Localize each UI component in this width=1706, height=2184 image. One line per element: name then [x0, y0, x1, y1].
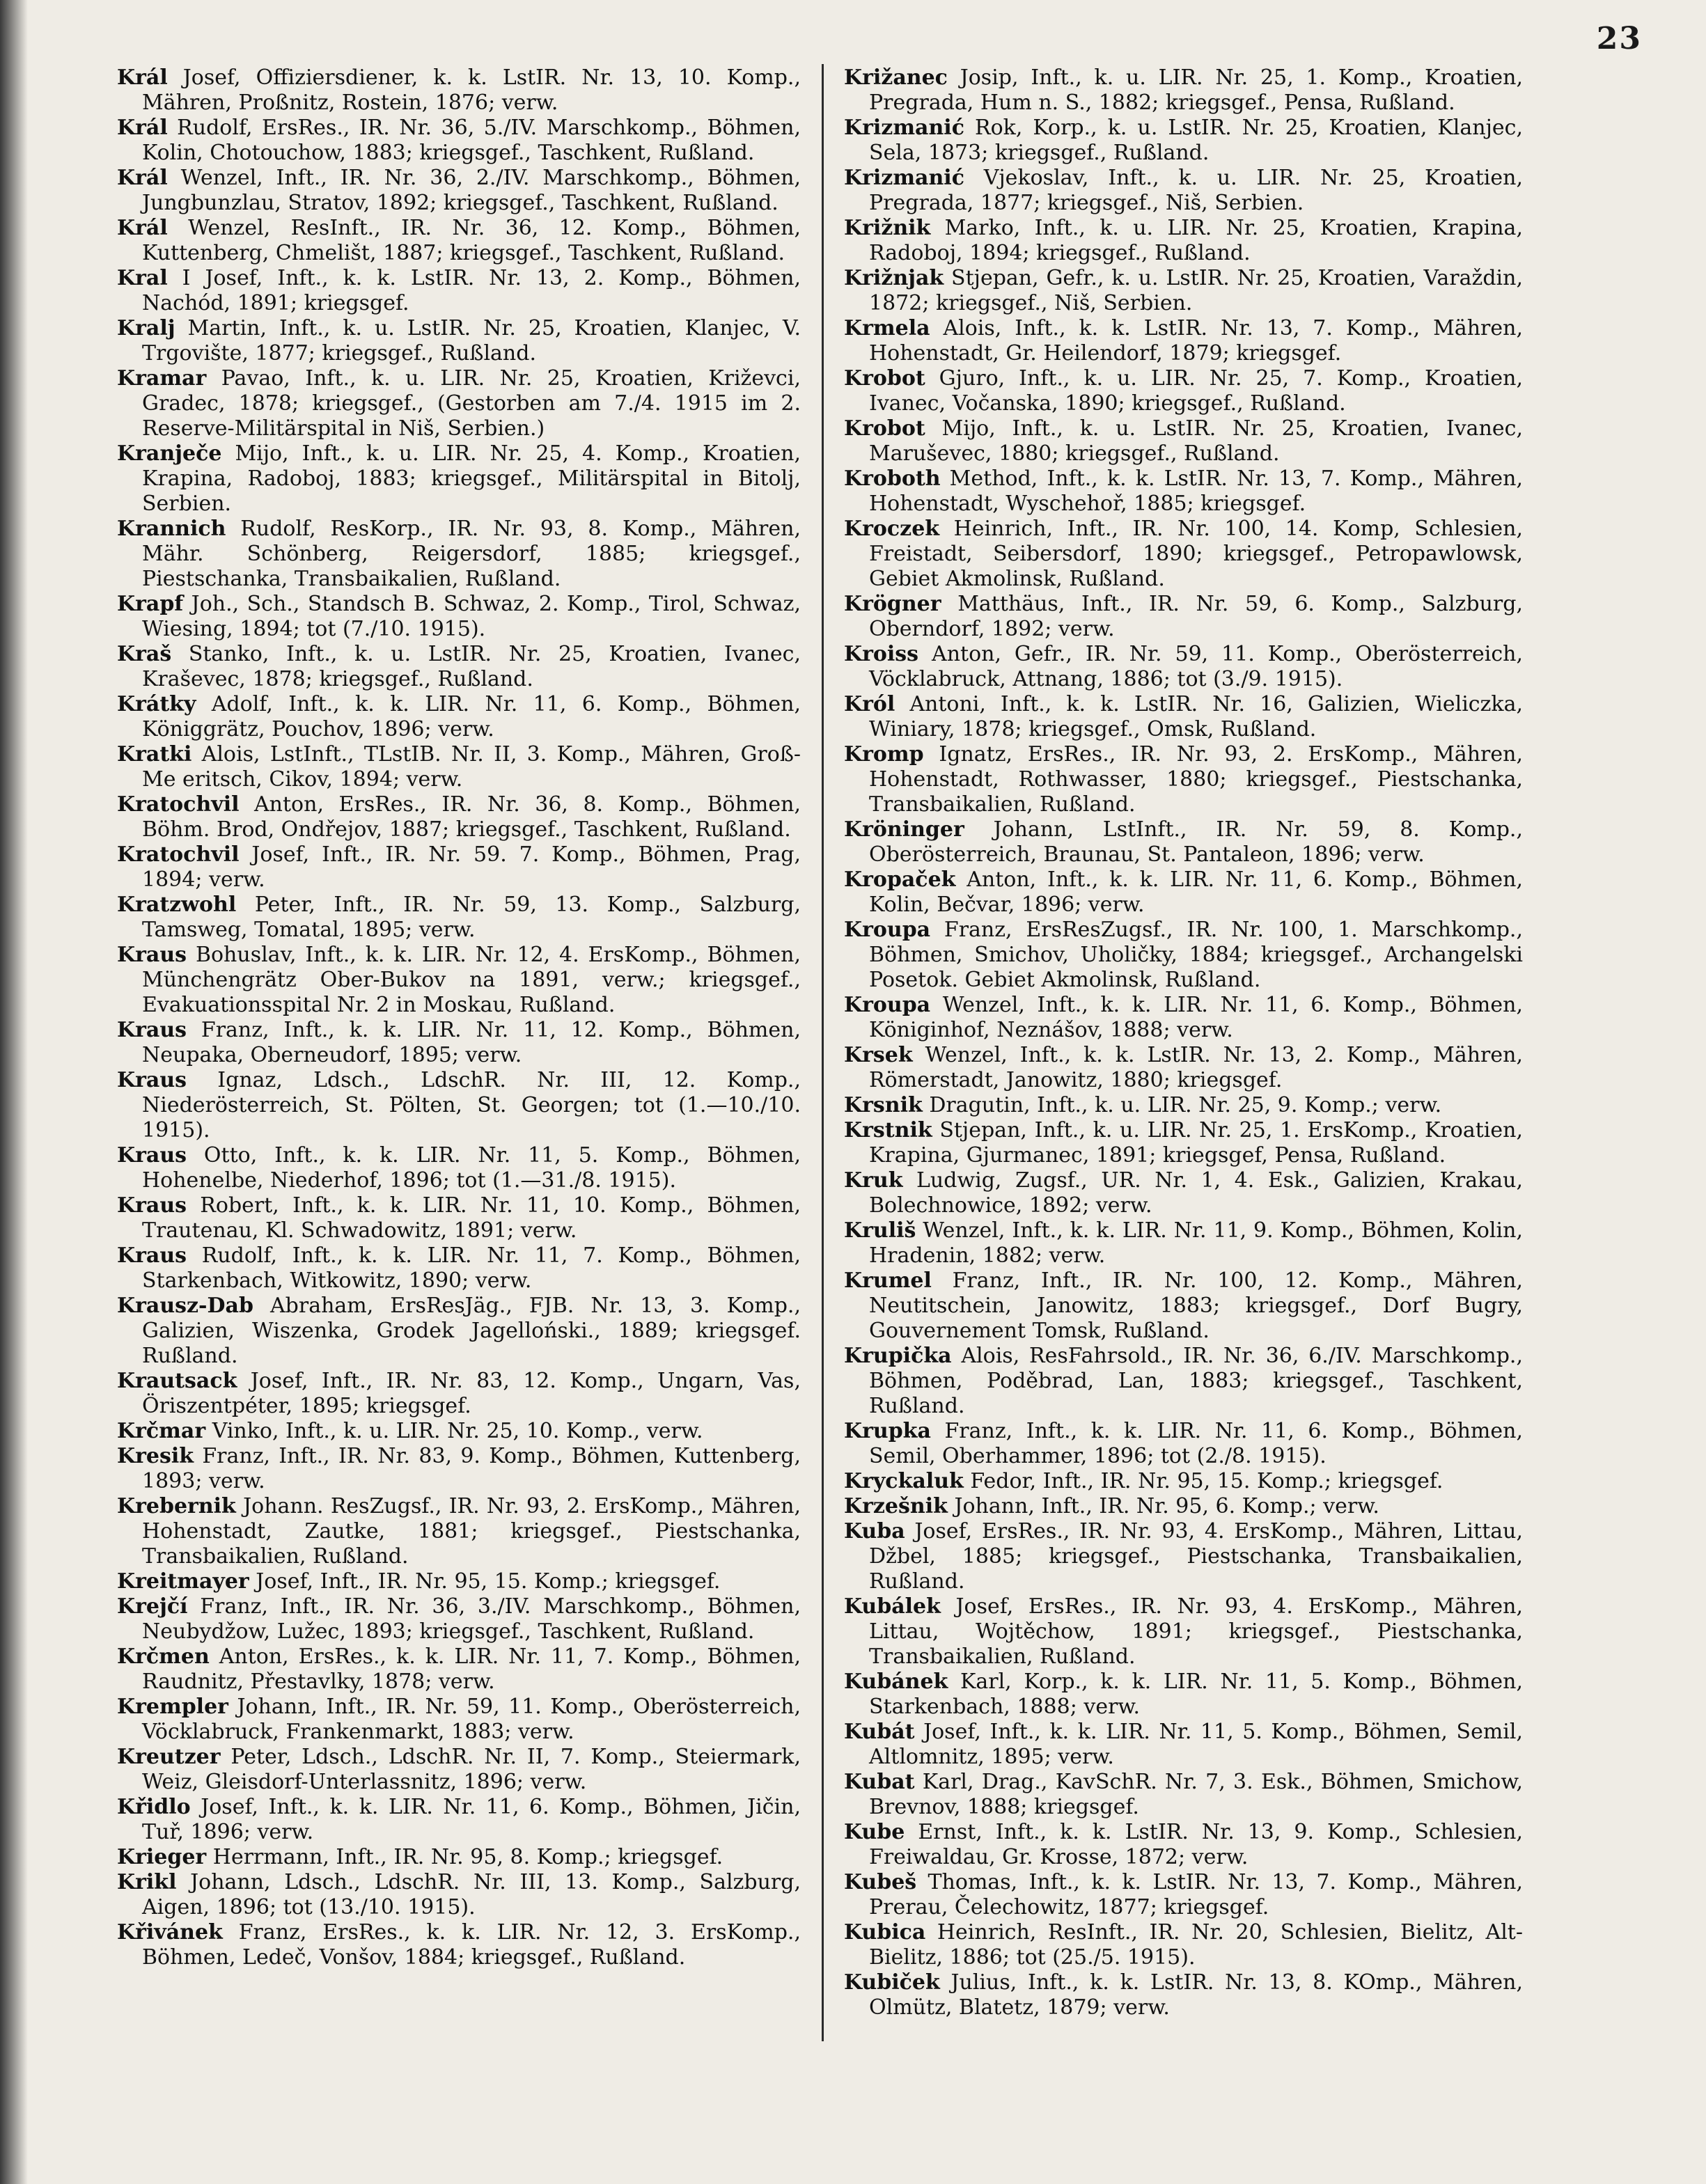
list-entry: [844, 1268, 1523, 1344]
entry-details: Ignatz, ErsRes., IR. Nr. 93, 2. ErsKomp., Mähren, Hohenstadt, Rothwasser, 1880; kriegsgef., Piestschanka, Transbaikalien, Rußland.: [869, 742, 1523, 817]
entry-surname: Krčmen: [117, 1644, 210, 1669]
entry-surname: Kreitmayer: [117, 1569, 249, 1594]
entry-surname: Krizmanić: [844, 166, 964, 190]
entry-surname: Kratochvil: [117, 842, 240, 867]
list-entry: [117, 1419, 801, 1444]
list-entry: [117, 792, 801, 842]
list-entry: [117, 842, 801, 893]
entry-details: Franz, Inft., k. k. LIR. Nr. 11, 6. Komp., Böhmen, Semil, Oberhammer, 1896; tot (2./8. 1915).: [869, 1419, 1523, 1468]
list-entry: [117, 1920, 801, 1970]
list-entry: [844, 1720, 1523, 1770]
entry-surname: Krempler: [117, 1695, 228, 1719]
entry-details: Vjekoslav, Inft., k. u. LIR. Nr. 25, Kroatien, Pregrada, 1877; kriegsgef., Niš, Serbien.: [869, 166, 1524, 215]
entry-details: Stanko, Inft., k. u. LstIR. Nr. 25, Kroatien, Ivanec, Kraševec, 1878; kriegsgef., Rußland.: [142, 642, 801, 691]
list-entry: [844, 1469, 1523, 1494]
entry-surname: Kreutzer: [117, 1745, 221, 1769]
entry-surname: Krmela: [844, 316, 930, 340]
entry-surname: Krebernik: [117, 1494, 236, 1518]
entry-details: Rudolf, ErsRes., IR. Nr. 36, 5./IV. Marschkomp., Böhmen, Kolin, Chotouchow, 1883; kriegsgef., Taschkent, Rußland.: [142, 116, 801, 165]
entry-surname: Kruk: [844, 1168, 903, 1193]
entry-surname: Krsnik: [844, 1093, 923, 1117]
entry-surname: Kroupa: [844, 993, 931, 1017]
entry-details: Rudolf, Inft., k. k. LIR. Nr. 11, 7. Komp., Böhmen, Starkenbach, Witkowitz, 1890; verw.: [142, 1243, 801, 1293]
entry-details: I Josef, Inft., k. k. LstIR. Nr. 13, 2. Komp., Böhmen, Nachód, 1891; kriegsgef.: [142, 266, 801, 315]
entry-details: Anton, Gefr., IR. Nr. 59, 11. Komp., Oberösterreich, Vöcklabruck, Attnang, 1886; tot (3./9. 1915).: [869, 642, 1523, 691]
entry-surname: Krčmar: [117, 1419, 206, 1443]
list-entry: [117, 943, 801, 1018]
list-entry: [117, 1845, 801, 1870]
entry-details: Johann, LstInft., IR. Nr. 59, 8. Komp., Oberösterreich, Braunau, St. Pantaleon, 1896; verw.: [869, 817, 1523, 867]
list-entry: [844, 1870, 1523, 1920]
entry-details: Otto, Inft., k. k. LIR. Nr. 11, 5. Komp., Böhmen, Hohenelbe, Niederhof, 1896; tot (1.—31./8. 1915).: [142, 1143, 801, 1193]
list-entry: [844, 316, 1523, 366]
entry-details: Anton, ErsRes., IR. Nr. 36, 8. Komp., Böhmen, Böhm. Brod, Ondřejov, 1887; kriegsgef., Taschkent, Rußland.: [142, 792, 801, 842]
list-entry: [844, 1519, 1523, 1594]
list-entry: [117, 1243, 801, 1294]
entry-details: Johann. ResZugsf., IR. Nr. 93, 2. ErsKomp., Mähren, Hohenstadt, Zautke, 1881; kriegsgef., Piestschanka, Transbaikalien, Rußland.: [142, 1494, 801, 1569]
entry-surname: Kromp: [844, 742, 924, 767]
entry-details: Antoni, Inft., k. k. LstIR. Nr. 16, Galizien, Wieliczka, Winiary, 1878; kriegsgef., Omsk, Rußland.: [869, 692, 1524, 741]
entry-details: Wenzel, Inft., IR. Nr. 36, 2./IV. Marschkomp., Böhmen, Jungbunzlau, Stratov, 1892; kriegsgef., Taschkent, Rußland.: [142, 166, 801, 215]
list-entry: [117, 1294, 801, 1369]
list-entry: [844, 1920, 1523, 1970]
list-entry: [117, 1569, 801, 1594]
list-entry: [844, 1218, 1523, 1268]
entry-details: Ernst, Inft., k. k. LstIR. Nr. 13, 9. Komp., Schlesien, Freiwaldau, Gr. Krosse, 1872; verw.: [869, 1820, 1523, 1869]
entry-surname: Kubica: [844, 1920, 926, 1945]
entry-details: Josef, Inft., IR. Nr. 59. 7. Komp., Böhmen, Prag, 1894; verw.: [142, 842, 801, 892]
entry-details: Stjepan, Gefr., k. u. LstIR. Nr. 25, Kroatien, Varaždin, 1872; kriegsgef., Niš, Serbien.: [869, 266, 1524, 315]
entry-surname: Križnjak: [844, 266, 944, 290]
list-entry: [117, 1193, 801, 1243]
entry-surname: Kratochvil: [117, 792, 240, 817]
list-entry: [844, 266, 1523, 316]
list-entry: [844, 116, 1523, 166]
list-entry: [844, 216, 1523, 266]
entry-surname: Kröninger: [844, 817, 964, 842]
entry-details: Thomas, Inft., k. k. LstIR. Nr. 13, 7. Komp., Mähren, Prerau, Čelechowitz, 1877; kriegsgef.: [869, 1870, 1523, 1919]
entry-details: Robert, Inft., k. k. LIR. Nr. 11, 10. Komp., Böhmen, Trautenau, Kl. Schwadowitz, 1891; verw.: [142, 1193, 801, 1243]
list-entry: [844, 466, 1523, 517]
entry-surname: Krumel: [844, 1268, 932, 1293]
list-entry: [844, 867, 1523, 918]
list-entry: [844, 1670, 1523, 1720]
entry-details: Adolf, Inft., k. k. LIR. Nr. 11, 6. Komp., Böhmen, Königgrätz, Pouchov, 1896; verw.: [142, 692, 801, 741]
list-entry: [117, 1745, 801, 1795]
entry-surname: Kryckaluk: [844, 1469, 964, 1493]
entry-surname: Kroczek: [844, 517, 940, 541]
list-entry: [117, 1695, 801, 1745]
list-entry: [844, 817, 1523, 867]
right-column: [844, 65, 1523, 2020]
scan-edge-shadow: [0, 0, 28, 2184]
entry-details: Pavao, Inft., k. u. LIR. Nr. 25, Kroatien, Križevci, Gradec, 1878; kriegsgef., (Gestorben am 7./4. 1915 im 2. Reserve-Militärspital in Niš, Serbien.): [142, 366, 801, 441]
list-entry: [117, 1644, 801, 1695]
list-entry: [844, 416, 1523, 466]
list-entry: [844, 1118, 1523, 1168]
entry-details: Fedor, Inft., IR. Nr. 95, 15. Komp.; kriegsgef.: [970, 1469, 1443, 1493]
entry-details: Rudolf, ResKorp., IR. Nr. 93, 8. Komp., Mähren, Mähr. Schönberg, Reigersdorf, 1885; kriegsgef., Piestschanka, Transbaikalien, Rußland.: [142, 517, 801, 591]
list-entry: [844, 918, 1523, 993]
entry-surname: Kraus: [117, 1243, 187, 1268]
column-divider: [822, 64, 824, 2041]
entry-surname: Kratzwohl: [117, 893, 237, 917]
list-entry: [117, 642, 801, 692]
list-entry: [117, 1494, 801, 1569]
entry-details: Vinko, Inft., k. u. LIR. Nr. 25, 10. Komp., verw.: [212, 1419, 703, 1443]
list-entry: [117, 1594, 801, 1644]
entry-details: Josef, Inft., k. k. LIR. Nr. 11, 6. Komp., Böhmen, Jičin, Tuř, 1896; verw.: [142, 1795, 801, 1844]
entry-details: Karl, Drag., KavSchR. Nr. 7, 3. Esk., Böhmen, Smichow, Brevnov, 1888; kriegsgef.: [869, 1770, 1523, 1819]
entry-details: Alois, LstInft., TLstIB. Nr. II, 3. Komp., Mähren, Groß-Me eritsch, Cikov, 1894; verw.: [142, 742, 801, 792]
list-entry: [117, 1795, 801, 1845]
entry-details: Josip, Inft., k. u. LIR. Nr. 25, 1. Komp., Kroatien, Pregrada, Hum n. S., 1882; kriegsgef., Pensa, Rußland.: [869, 65, 1523, 115]
entry-surname: Kraus: [117, 1018, 187, 1042]
entry-surname: Krizmanić: [844, 116, 964, 140]
list-entry: [117, 116, 801, 166]
list-entry: [117, 1068, 801, 1143]
entry-surname: Kubánek: [844, 1670, 948, 1694]
entry-surname: Krejčí: [117, 1594, 188, 1619]
list-entry: [844, 65, 1523, 116]
entry-surname: Krzešnik: [844, 1494, 948, 1518]
entry-details: Matthäus, Inft., IR. Nr. 59, 6. Komp., Salzburg, Oberndorf, 1892; verw.: [869, 592, 1523, 641]
entry-surname: Kraus: [117, 1068, 187, 1092]
list-entry: [117, 742, 801, 792]
entry-details: Johann, Ldsch., LdschR. Nr. III, 13. Komp., Salzburg, Aigen, 1896; tot (13./10. 1915).: [142, 1870, 801, 1919]
list-entry: [117, 216, 801, 266]
entry-details: Franz, Inft., k. k. LIR. Nr. 11, 12. Komp., Böhmen, Neupaka, Oberneudorf, 1895; verw.: [142, 1018, 801, 1067]
entry-details: Josef, Inft., IR. Nr. 83, 12. Komp., Ungarn, Vas, Öriszentpéter, 1895; kriegsgef.: [142, 1369, 801, 1418]
entry-details: Josef, Inft., k. k. LIR. Nr. 11, 5. Komp., Böhmen, Semil, Altlomnitz, 1895; verw.: [869, 1720, 1523, 1769]
entry-details: Herrmann, Inft., IR. Nr. 95, 8. Komp.; kriegsgef.: [212, 1845, 723, 1869]
entry-surname: Král: [117, 216, 168, 240]
list-entry: [117, 316, 801, 366]
list-entry: [844, 742, 1523, 817]
list-entry: [117, 893, 801, 943]
entry-details: Joh., Sch., Standsch B. Schwaz, 2. Komp., Tirol, Schwaz, Wiesing, 1894; tot (7./10. 1915).: [142, 592, 801, 641]
list-entry: [844, 642, 1523, 692]
entry-details: Peter, Inft., IR. Nr. 59, 13. Komp., Salzburg, Tamsweg, Tomatal, 1895; verw.: [142, 893, 801, 942]
entry-details: Josef, Offiziersdiener, k. k. LstIR. Nr. 13, 10. Komp., Mähren, Proßnitz, Rostein, 1876; verw.: [142, 65, 801, 115]
entry-surname: Krátky: [117, 692, 196, 716]
entry-surname: Krobot: [844, 416, 925, 441]
entry-details: Gjuro, Inft., k. u. LIR. Nr. 25, 7. Komp., Kroatien, Ivanec, Vočanska, 1890; kriegsgef., Rußland.: [869, 366, 1523, 416]
list-entry: [117, 441, 801, 517]
entry-surname: Kroboth: [844, 466, 941, 491]
list-entry: [844, 592, 1523, 642]
entry-details: Martin, Inft., k. u. LstIR. Nr. 25, Kroatien, Klanjec, V. Trgovište, 1877; kriegsgef., Rußland.: [142, 316, 801, 366]
entry-surname: Kralj: [117, 316, 175, 340]
list-entry: [844, 1344, 1523, 1419]
entry-details: Mijo, Inft., k. u. LstIR. Nr. 25, Kroatien, Ivanec, Maruševec, 1880; kriegsgef., Rußland.: [869, 416, 1523, 466]
entry-details: Josef, ErsRes., IR. Nr. 93, 4. ErsKomp., Mähren, Littau, Džbel, 1885; kriegsgef., Piestschanka, Transbaikalien, Rußland.: [869, 1519, 1523, 1594]
entry-surname: Król: [844, 692, 895, 716]
list-entry: [117, 1444, 801, 1494]
entry-details: Josef, ErsRes., IR. Nr. 93, 4. ErsKomp., Mähren, Littau, Wojtěchow, 1891; kriegsgef., Piestschanka, Transbaikalien, Rußland.: [869, 1594, 1523, 1669]
entry-surname: Krapf: [117, 592, 184, 616]
entry-surname: Kroupa: [844, 918, 931, 942]
list-entry: [844, 166, 1523, 216]
entry-details: Peter, Ldsch., LdschR. Nr. II, 7. Komp., Steiermark, Weiz, Gleisdorf-Unterlassnitz, 1896; verw.: [142, 1745, 801, 1794]
list-entry: [844, 1093, 1523, 1118]
list-entry: [117, 692, 801, 742]
entry-surname: Kranječe: [117, 441, 222, 466]
entry-details: Heinrich, Inft., IR. Nr. 100, 14. Komp, Schlesien, Freistadt, Seibersdorf, 1890; kriegsgef., Petropawlowsk, Gebiet Akmolinsk, Rußland.: [869, 517, 1523, 591]
list-entry: [844, 1419, 1523, 1469]
entry-surname: Kropaček: [844, 867, 956, 892]
list-entry: [117, 266, 801, 316]
entry-surname: Krautsack: [117, 1369, 237, 1393]
entry-surname: Krikl: [117, 1870, 177, 1894]
entry-details: Karl, Korp., k. k. LIR. Nr. 11, 5. Komp., Böhmen, Starkenbach, 1888; verw.: [869, 1670, 1523, 1719]
entry-details: Abraham, ErsResJäg., FJB. Nr. 13, 3. Komp., Galizien, Wiszenka, Grodek Jagelloński., 1889; kriegsgef. Rußland.: [142, 1294, 801, 1368]
entry-surname: Kube: [844, 1820, 905, 1844]
page-number: 23: [1596, 21, 1642, 56]
entry-details: Wenzel, Inft., k. k. LIR. Nr. 11, 6. Komp., Böhmen, Königinhof, Neznášov, 1888; verw.: [869, 993, 1523, 1042]
entry-details: Stjepan, Inft., k. u. LIR. Nr. 25, 1. ErsKomp., Kroatien, Krapina, Gjurmanec, 1891; kriegsgef, Pensa, Rußland.: [869, 1118, 1523, 1168]
list-entry: [844, 366, 1523, 416]
list-entry: [844, 1494, 1523, 1519]
entry-surname: Krieger: [117, 1845, 207, 1869]
entry-surname: Krupička: [844, 1344, 952, 1368]
entry-details: Wenzel, Inft., k. k. LstIR. Nr. 13, 2. Komp., Mähren, Römerstadt, Janowitz, 1880; kriegsgef.: [869, 1043, 1524, 1092]
entry-details: Heinrich, ResInft., IR. Nr. 20, Schlesien, Bielitz, Alt-Bielitz, 1886; tot (25./5. 1915).: [869, 1920, 1523, 1970]
list-entry: [117, 592, 801, 642]
list-entry: [844, 1820, 1523, 1870]
entry-details: Julius, Inft., k. k. LstIR. Nr. 13, 8. KOmp., Mähren, Olmütz, Blatetz, 1879; verw.: [869, 1970, 1523, 2020]
entry-details: Dragutin, Inft., k. u. LIR. Nr. 25, 9. Komp.; verw.: [929, 1093, 1442, 1117]
list-entry: [117, 65, 801, 116]
left-column: [117, 65, 801, 1970]
entry-details: Ignaz, Ldsch., LdschR. Nr. III, 12. Komp., Niederösterreich, St. Pölten, St. Georgen; tot (1.—10./10. 1915).: [142, 1068, 801, 1142]
list-entry: [844, 1770, 1523, 1820]
entry-details: Rok, Korp., k. u. LstIR. Nr. 25, Kroatien, Klanjec, Sela, 1873; kriegsgef., Rußland.: [869, 116, 1523, 165]
entry-surname: Križnik: [844, 216, 931, 240]
entry-details: Ludwig, Zugsf., UR. Nr. 1, 4. Esk., Galizien, Krakau, Bolechnowice, 1892; verw.: [869, 1168, 1524, 1218]
entry-surname: Kratki: [117, 742, 192, 767]
entry-surname: Kubát: [844, 1720, 915, 1744]
entry-surname: Kubálek: [844, 1594, 941, 1619]
entry-surname: Kuba: [844, 1519, 905, 1543]
entry-surname: Kraš: [117, 642, 172, 666]
entry-surname: Krobot: [844, 366, 925, 391]
entry-surname: Krsek: [844, 1043, 913, 1067]
list-entry: [117, 166, 801, 216]
entry-details: Anton, Inft., k. k. LIR. Nr. 11, 6. Komp., Böhmen, Kolin, Bečvar, 1896; verw.: [869, 867, 1523, 917]
list-entry: [117, 517, 801, 592]
entry-surname: Kruliš: [844, 1218, 916, 1243]
list-entry: [844, 517, 1523, 592]
entry-details: Josef, Inft., IR. Nr. 95, 15. Komp.; kriegsgef.: [256, 1569, 721, 1594]
entry-details: Alois, ResFahrsold., IR. Nr. 36, 6./IV. Marschkomp., Böhmen, Poděbrad, Lan, 1883; kriegsgef., Taschkent, Rußland.: [869, 1344, 1524, 1418]
entry-details: Franz, Inft., IR. Nr. 36, 3./IV. Marschkomp., Böhmen, Neubydžow, Lužec, 1893; kriegsgef., Taschkent, Rußland.: [142, 1594, 801, 1644]
entry-details: Anton, ErsRes., k. k. LIR. Nr. 11, 7. Komp., Böhmen, Raudnitz, Přestavlky, 1878; verw.: [142, 1644, 801, 1694]
entry-surname: Kroiss: [844, 642, 919, 666]
list-entry: [844, 692, 1523, 742]
entry-details: Alois, Inft., k. k. LstIR. Nr. 13, 7. Komp., Mähren, Hohenstadt, Gr. Heilendorf, 1879; kriegsgef.: [869, 316, 1523, 366]
entry-details: Johann, Inft., IR. Nr. 59, 11. Komp., Oberösterreich, Vöcklabruck, Frankenmarkt, 1883; verw.: [142, 1695, 801, 1744]
list-entry: [117, 1870, 801, 1920]
entry-surname: Kubat: [844, 1770, 915, 1794]
entry-details: Wenzel, Inft., k. k. LIR. Nr. 11, 9. Komp., Böhmen, Kolin, Hradenin, 1882; verw.: [869, 1218, 1523, 1268]
entry-details: Franz, Inft., IR. Nr. 100, 12. Komp., Mähren, Neutitschein, Janowitz, 1883; kriegsgef., Dorf Bugry, Gouvernement Tomsk, Rußland.: [869, 1268, 1523, 1343]
entry-details: Method, Inft., k. k. LstIR. Nr. 13, 7. Komp., Mähren, Hohenstadt, Wyschehoř, 1885; kriegsgef.: [869, 466, 1523, 516]
entry-surname: Kubeš: [844, 1870, 917, 1894]
entry-surname: Kubiček: [844, 1970, 940, 1995]
entry-surname: Král: [117, 116, 168, 140]
entry-surname: Kresik: [117, 1444, 194, 1468]
entry-details: Franz, ErsRes., k. k. LIR. Nr. 12, 3. ErsKomp., Böhmen, Ledeč, Vonšov, 1884; kriegsgef., Rußland.: [142, 1920, 801, 1970]
entry-surname: Križanec: [844, 65, 948, 90]
list-entry: [844, 993, 1523, 1043]
entry-surname: Krupka: [844, 1419, 931, 1443]
entry-details: Mijo, Inft., k. u. LIR. Nr. 25, 4. Komp., Kroatien, Krapina, Radoboj, 1883; kriegsgef., Militärspital in Bitolj, Serbien.: [142, 441, 801, 516]
entry-surname: Kral: [117, 266, 168, 290]
list-entry: [117, 1143, 801, 1193]
entry-details: Franz, Inft., IR. Nr. 83, 9. Komp., Böhmen, Kuttenberg, 1893; verw.: [142, 1444, 801, 1493]
entry-surname: Krögner: [844, 592, 941, 616]
list-entry: [844, 1970, 1523, 2020]
list-entry: [117, 1369, 801, 1419]
list-entry: [117, 366, 801, 441]
entry-surname: Král: [117, 65, 168, 90]
entry-surname: Křivánek: [117, 1920, 223, 1945]
entry-surname: Král: [117, 166, 168, 190]
list-entry: [117, 1018, 801, 1068]
list-entry: [844, 1168, 1523, 1218]
entry-details: Bohuslav, Inft., k. k. LIR. Nr. 12, 4. ErsKomp., Böhmen, Münchengrätz Ober-Bukov na 1891, verw.; kriegsgef., Evakuationsspital Nr. 2 in Moskau, Rußland.: [142, 943, 801, 1017]
entry-details: Johann, Inft., IR. Nr. 95, 6. Komp.; verw.: [954, 1494, 1379, 1518]
entry-surname: Kramar: [117, 366, 207, 391]
list-entry: [844, 1043, 1523, 1093]
entry-details: Wenzel, ResInft., IR. Nr. 36, 12. Komp., Böhmen, Kuttenberg, Chmelišt, 1887; kriegsgef., Taschkent, Rußland.: [142, 216, 801, 265]
entry-surname: Krstnik: [844, 1118, 932, 1142]
entry-details: Franz, ErsResZugsf., IR. Nr. 100, 1. Marschkomp., Böhmen, Smichov, Uholičky, 1884; kriegsgef., Archangelski Posetok. Gebiet Akmolinsk, Rußland.: [869, 918, 1523, 992]
entry-surname: Kraus: [117, 1193, 187, 1218]
entry-surname: Kraus: [117, 1143, 187, 1168]
entry-details: Marko, Inft., k. u. LIR. Nr. 25, Kroatien, Krapina, Radoboj, 1894; kriegsgef., Rußland.: [869, 216, 1523, 265]
entry-surname: Krausz-Dab: [117, 1294, 253, 1318]
list-entry: [844, 1594, 1523, 1670]
entry-surname: Krannich: [117, 517, 226, 541]
entry-surname: Křidlo: [117, 1795, 191, 1819]
entry-surname: Kraus: [117, 943, 187, 967]
